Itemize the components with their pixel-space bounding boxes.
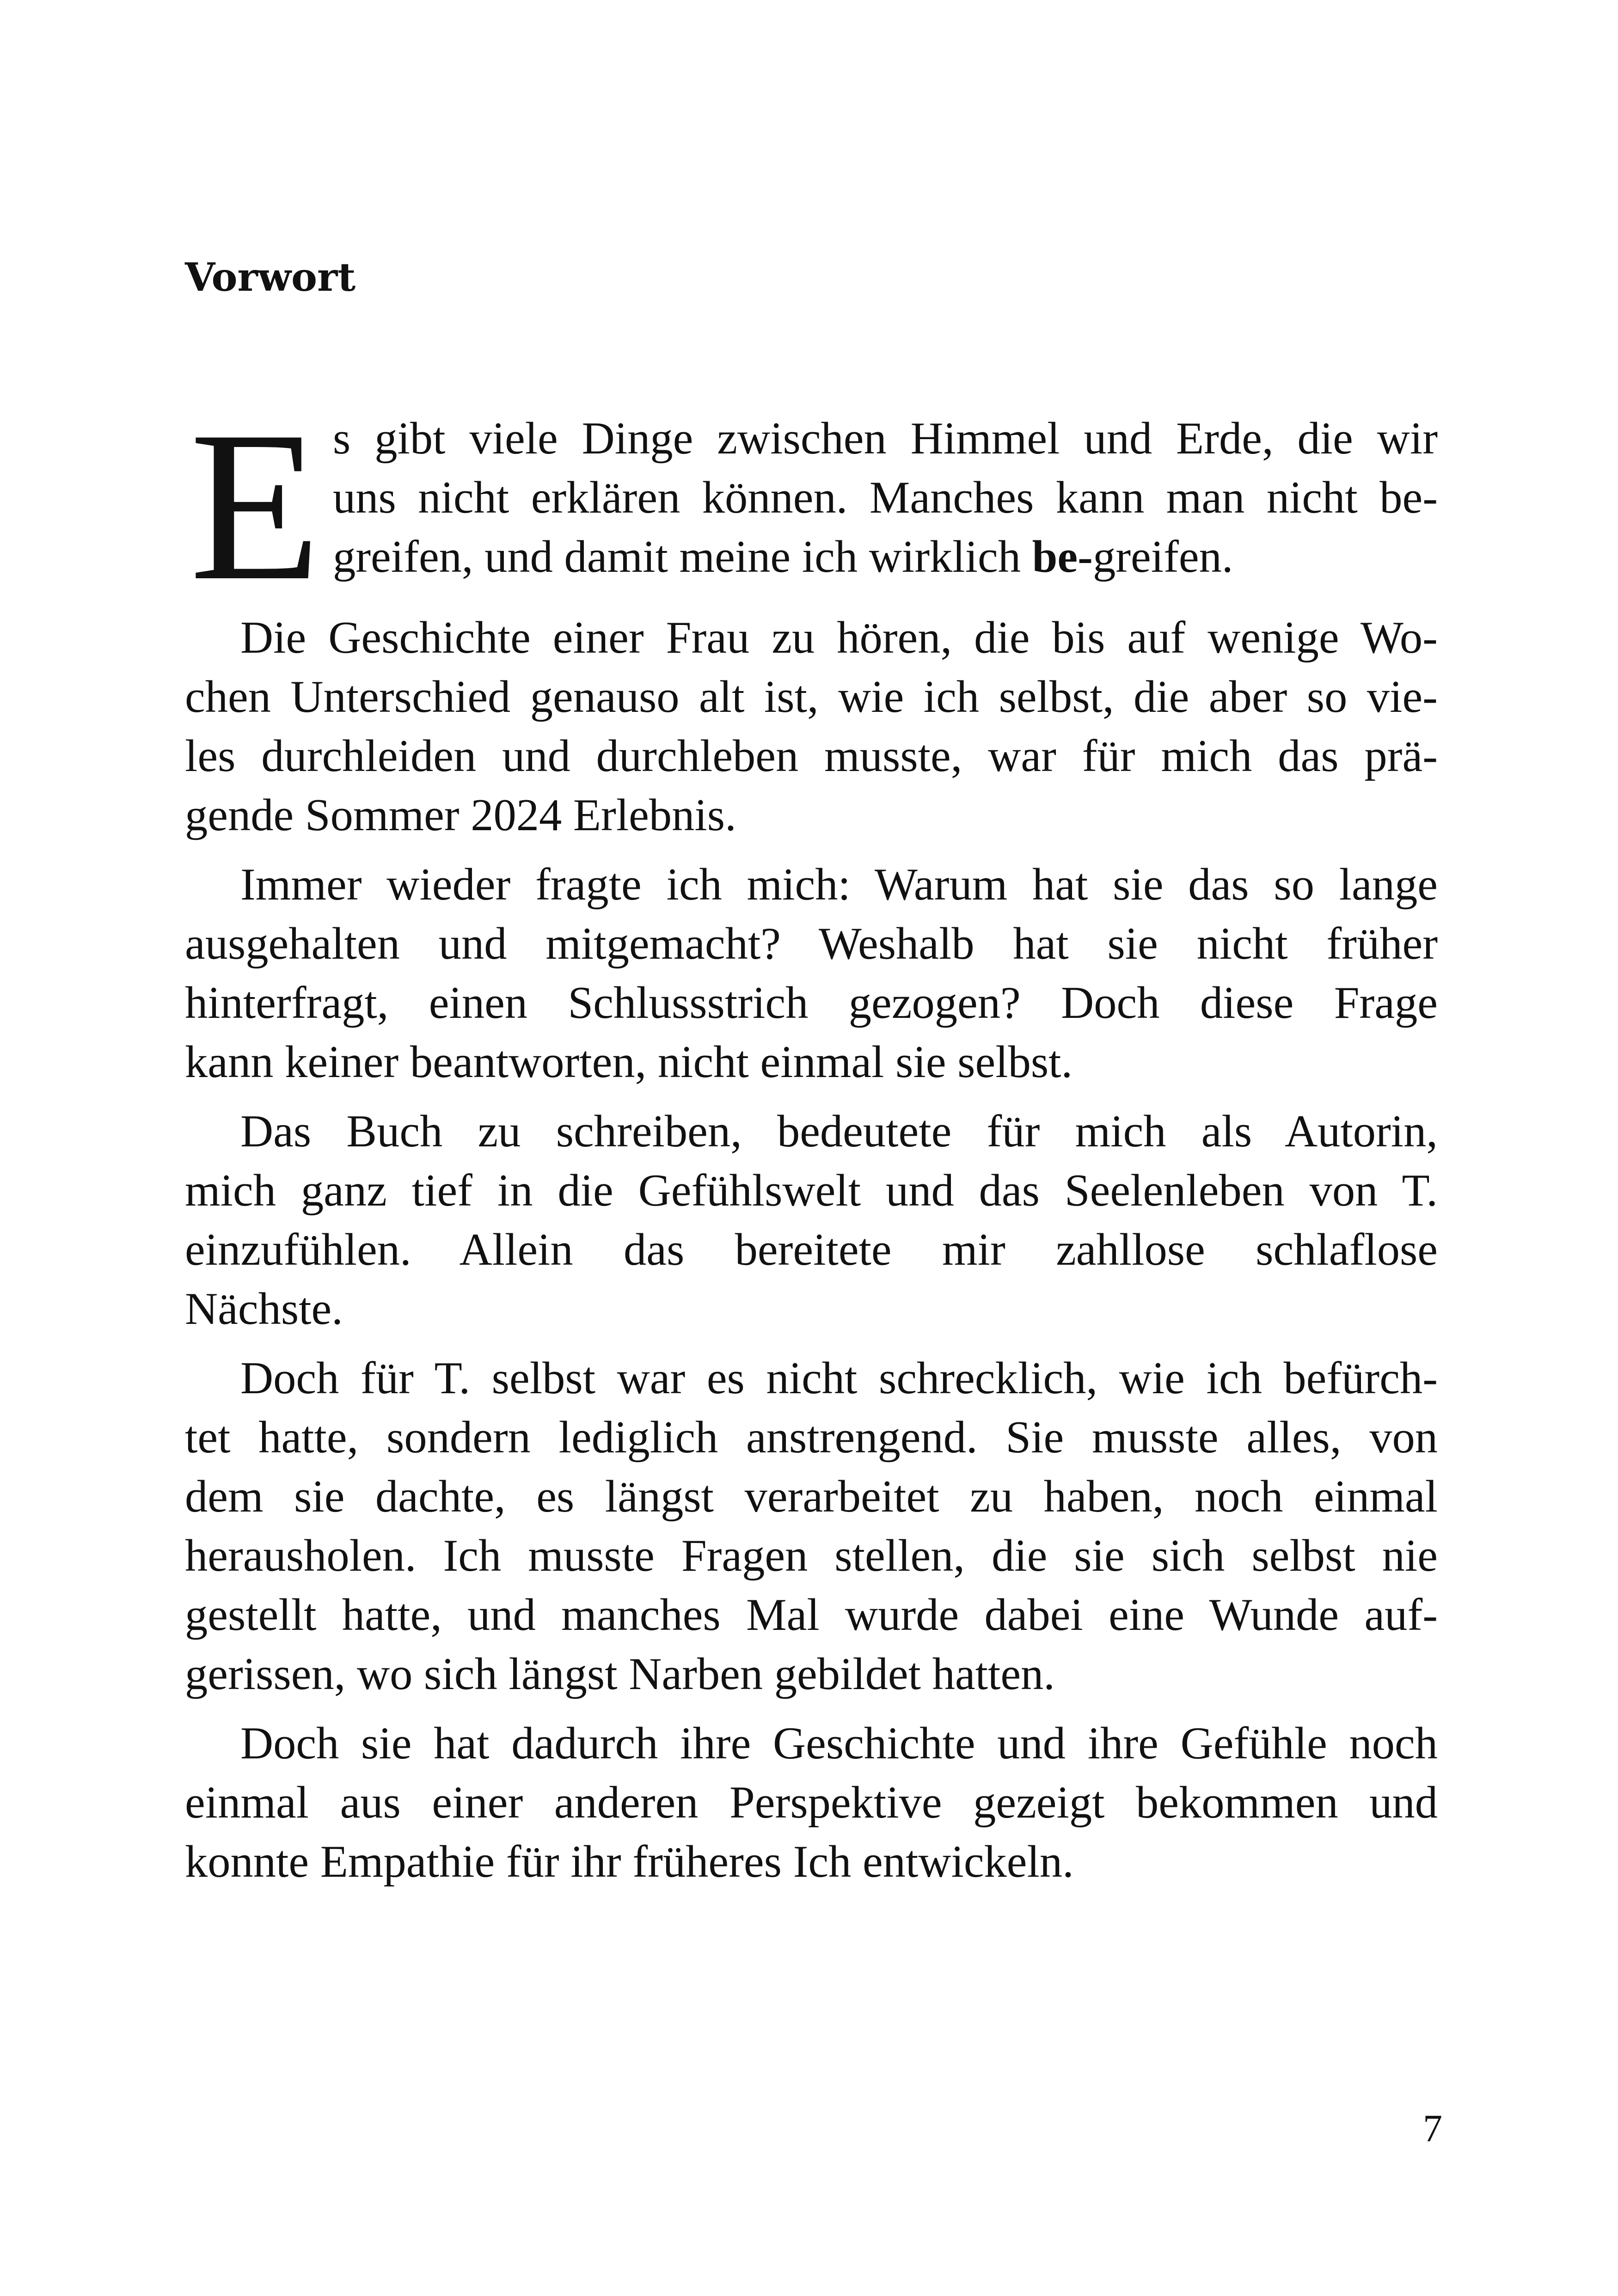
- paragraph-5: [185, 1349, 1438, 1704]
- text-segment: greifen.: [1092, 532, 1233, 582]
- text-line: tet hatte, sondern lediglich anstrengend. Sie musste alles, von: [185, 1412, 1438, 1463]
- text-line: hinterfragt, einen Schlussstrich gezogen? Doch diese Frage: [185, 978, 1438, 1028]
- page-number: 7: [1423, 2107, 1442, 2150]
- text-line: Doch sie hat dadurch ihre Geschichte und ihre Gefühle noch: [240, 1718, 1438, 1769]
- text-line: einmal aus einer anderen Perspektive gezeigt bekommen und: [185, 1777, 1438, 1828]
- text-line: s gibt viele Dinge zwischen Himmel und Erde, die wir: [333, 413, 1438, 464]
- text-line: Nächste.: [185, 1284, 343, 1334]
- text-line: mich ganz tief in die Gefühlswelt und das Seelenleben von T.: [185, 1165, 1438, 1216]
- text-line: Das Buch zu schreiben, bedeutete für mich als Autorin,: [240, 1106, 1438, 1157]
- paragraph-1: [333, 409, 1438, 587]
- text-line: dem sie dachte, es längst verarbeitet zu haben, noch einmal: [185, 1471, 1438, 1522]
- text-line: uns nicht erklären können. Manches kann man nicht be-: [333, 472, 1438, 523]
- drop-cap: E: [190, 387, 321, 625]
- text-line: einzufühlen. Allein das bereitete mir zahllose schlaflose: [185, 1225, 1438, 1275]
- emphasis: be-: [1032, 532, 1093, 582]
- text-line: gestellt hatte, und manches Mal wurde dabei eine Wunde auf-: [185, 1590, 1438, 1640]
- text-line: chen Unterschied genauso alt ist, wie ich selbst, die aber so vie-: [185, 672, 1438, 722]
- text-line: Die Geschichte einer Frau zu hören, die bis auf wenige Wo-: [240, 612, 1438, 663]
- text-line: konnte Empathie für ihr früheres Ich entwickeln.: [185, 1837, 1074, 1887]
- text-line: gerissen, wo sich längst Narben gebildet hatten.: [185, 1649, 1055, 1699]
- chapter-heading: Vorwort: [185, 254, 356, 300]
- text-line: herausholen. Ich musste Fragen stellen, die sie sich selbst nie: [185, 1531, 1438, 1581]
- text-line: gende Sommer 2024 Erlebnis.: [185, 790, 736, 840]
- paragraph-4: [185, 1102, 1438, 1339]
- text-segment: greifen, und damit meine ich wirklich: [333, 532, 1032, 582]
- paragraph-6: [185, 1714, 1438, 1892]
- text-line: [333, 527, 1438, 587]
- paragraph-3: [185, 855, 1438, 1092]
- text-line: Doch für T. selbst war es nicht schrecklich, wie ich befürch-: [240, 1353, 1438, 1403]
- text-line: Immer wieder fragte ich mich: Warum hat sie das so lange: [240, 859, 1438, 910]
- paragraph-2: [185, 608, 1438, 845]
- text-line: kann keiner beantworten, nicht einmal sie selbst.: [185, 1037, 1073, 1087]
- text-line: ausgehalten und mitgemacht? Weshalb hat sie nicht früher: [185, 918, 1438, 969]
- text-line: les durchleiden und durchleben musste, war für mich das prä-: [185, 731, 1438, 781]
